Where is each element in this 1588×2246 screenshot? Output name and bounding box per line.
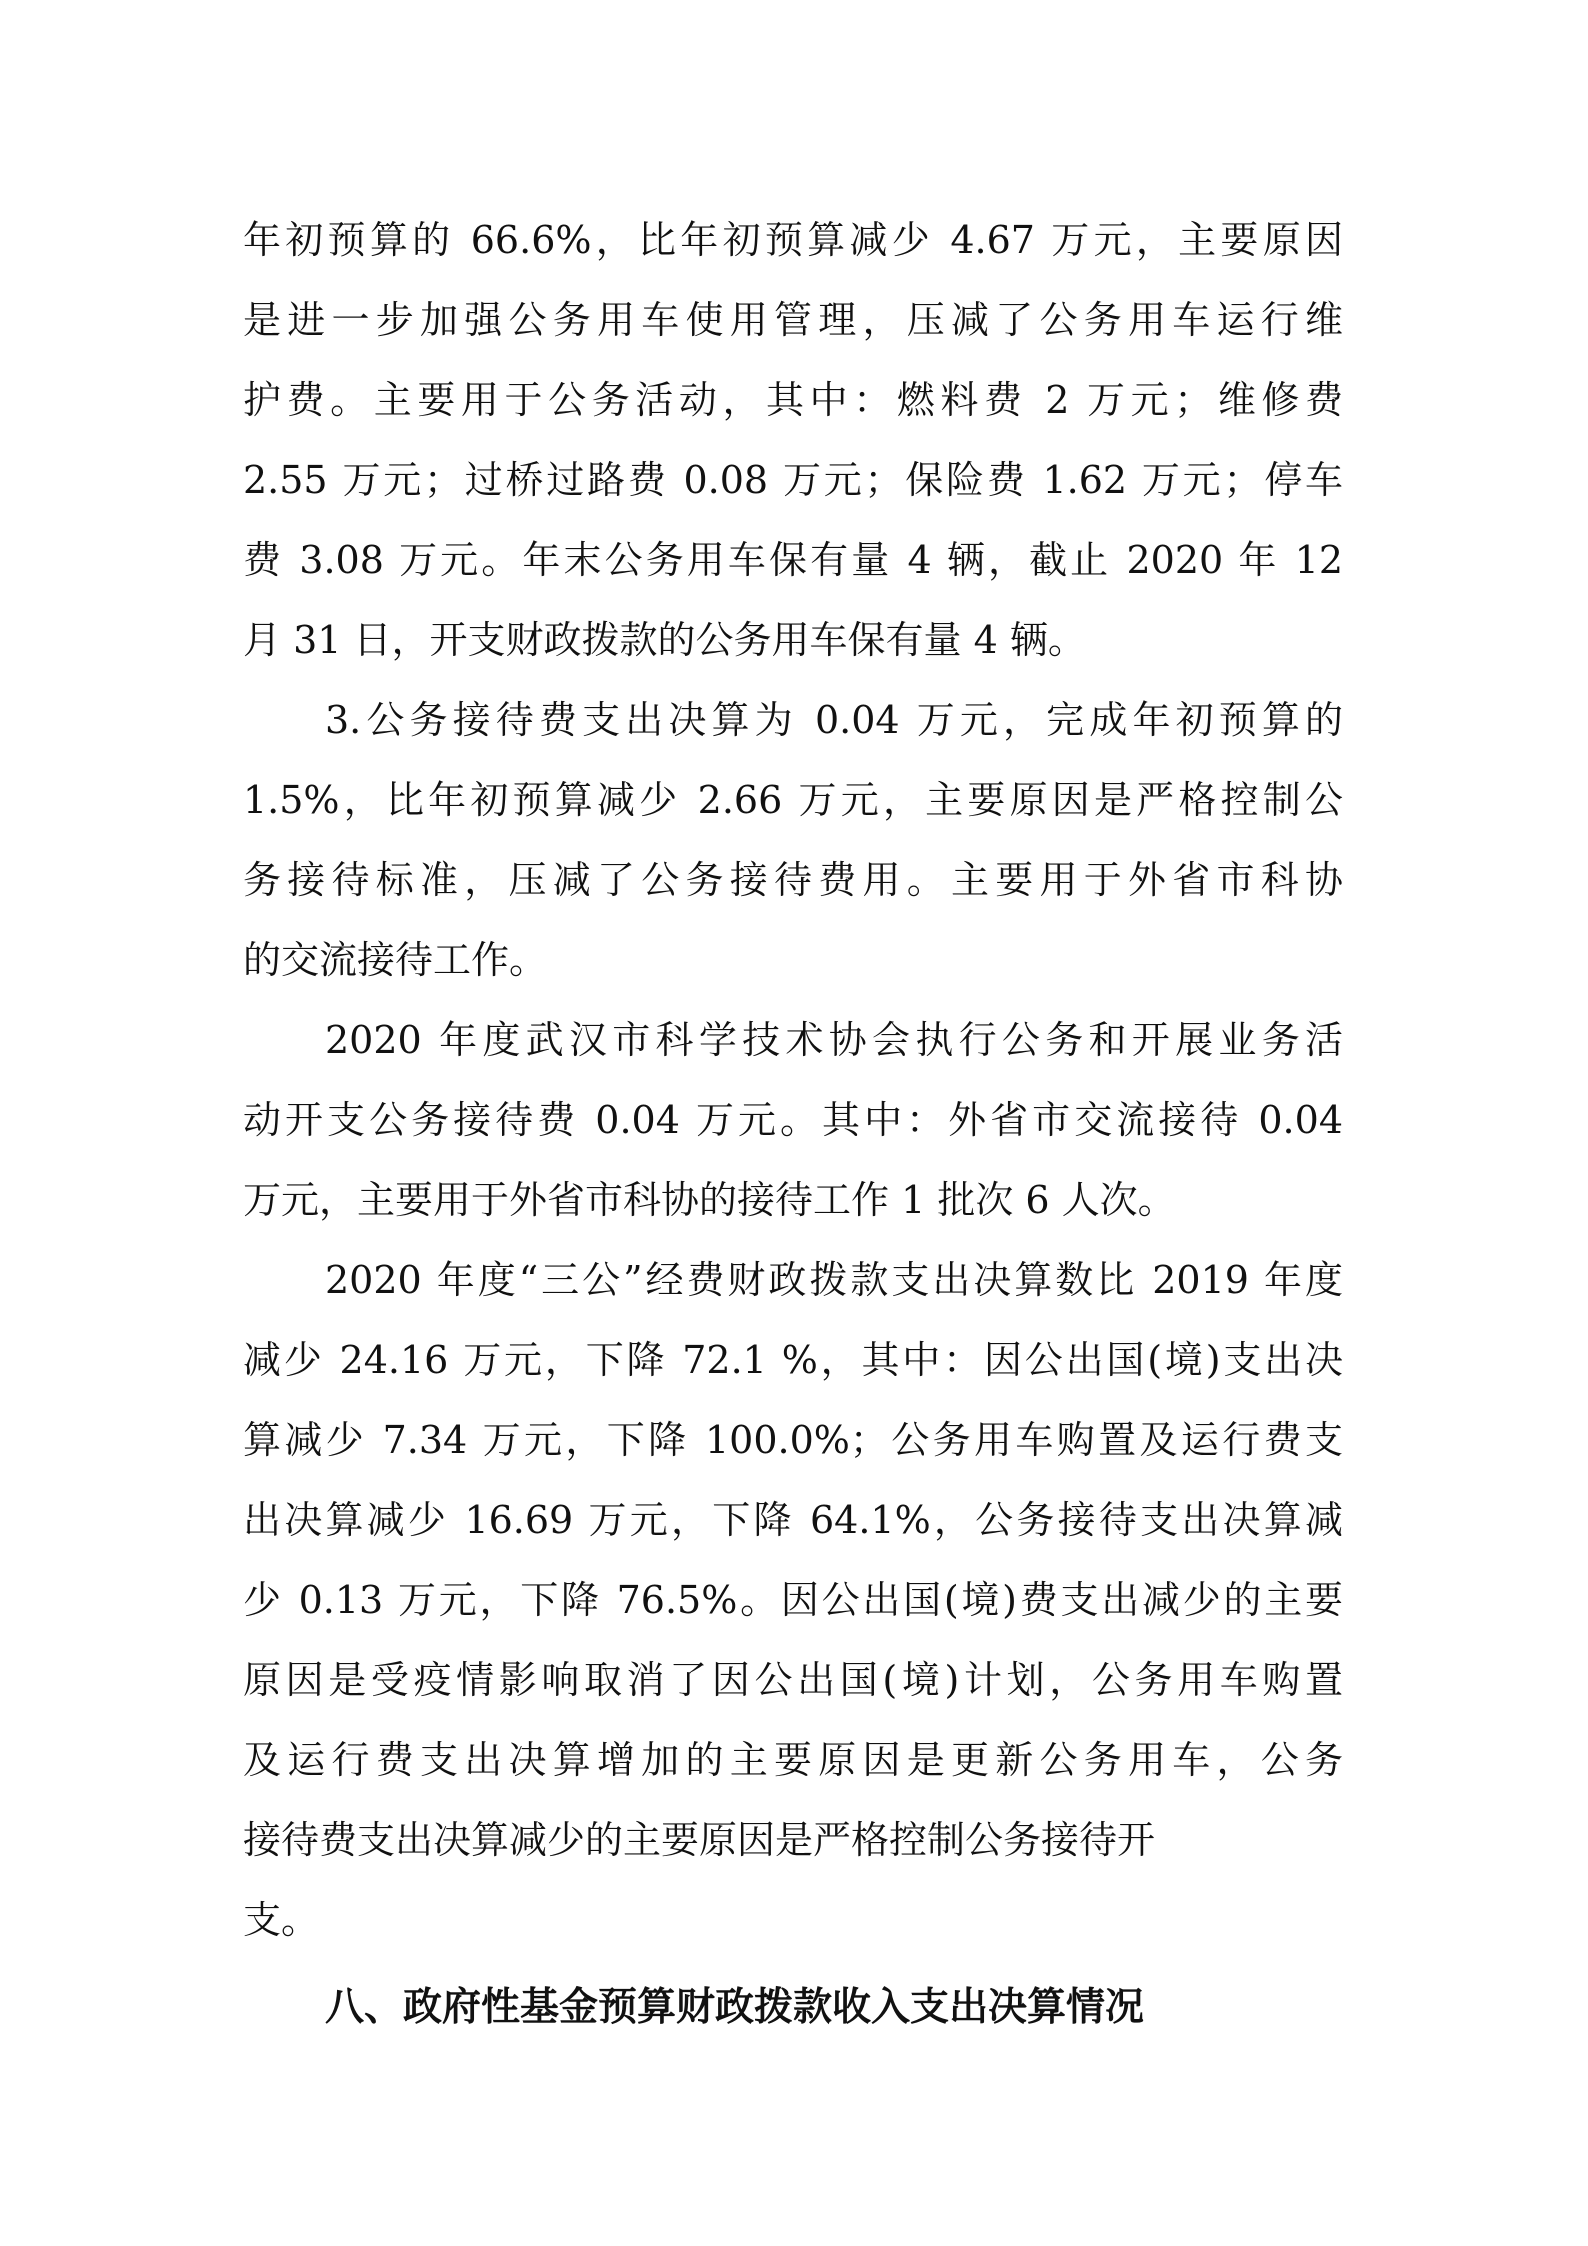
- text-line: 原因是受疫情影响取消了因公出国(境)计划，公务用车购置: [243, 1658, 1343, 1702]
- text-line: 护费。主要用于公务活动，其中：燃料费 2 万元；维修费: [243, 378, 1343, 422]
- text-line: 年初预算的 66.6%，比年初预算减少 4.67 万元，主要原因: [243, 218, 1343, 262]
- text-line: 动开支公务接待费 0.04 万元。其中：外省市交流接待 0.04: [243, 1098, 1343, 1142]
- text-line-indented: 3.公务接待费支出决算为 0.04 万元，完成年初预算的: [325, 698, 1343, 742]
- document-body: [243, 200, 1343, 2048]
- text-line: 万元，主要用于外省市科协的接待工作 1 批次 6 人次。: [243, 1178, 1176, 1222]
- text-line: 减少 24.16 万元，下降 72.1 %，其中：因公出国(境)支出决: [243, 1338, 1343, 1382]
- text-line: 算减少 7.34 万元，下降 100.0%；公务用车购置及运行费支: [243, 1418, 1343, 1462]
- text-line: 支。: [243, 1898, 320, 1942]
- text-line: 少 0.13 万元，下降 76.5%。因公出国(境)费支出减少的主要: [243, 1578, 1343, 1622]
- text-line: 的交流接待工作。: [243, 938, 548, 982]
- text-line: 出决算减少 16.69 万元，下降 64.1%，公务接待支出决算减: [243, 1498, 1343, 1542]
- text-line: 费 3.08 万元。年末公务用车保有量 4 辆，截止 2020 年 12: [243, 538, 1343, 582]
- text-line-indented: 2020 年度武汉市科学技术协会执行公务和开展业务活: [325, 1018, 1343, 1062]
- text-line: 及运行费支出决算增加的主要原因是更新公务用车，公务: [243, 1738, 1343, 1782]
- section-heading: 八、政府性基金预算财政拨款收入支出决算情况: [325, 1985, 1145, 2030]
- text-line-indented: 2020 年度“三公”经费财政拨款支出决算数比 2019 年度: [325, 1258, 1343, 1302]
- text-line: 2.55 万元；过桥过路费 0.08 万元；保险费 1.62 万元；停车: [243, 458, 1343, 502]
- text-line: 是进一步加强公务用车使用管理，压减了公务用车运行维: [243, 298, 1343, 342]
- text-line: 接待费支出决算减少的主要原因是严格控制公务接待开: [243, 1818, 1156, 1862]
- text-line: 务接待标准，压减了公务接待费用。主要用于外省市科协: [243, 858, 1343, 902]
- text-line: 1.5%，比年初预算减少 2.66 万元，主要原因是严格控制公: [243, 778, 1343, 822]
- text-line: 月 31 日，开支财政拨款的公务用车保有量 4 辆。: [243, 618, 1086, 662]
